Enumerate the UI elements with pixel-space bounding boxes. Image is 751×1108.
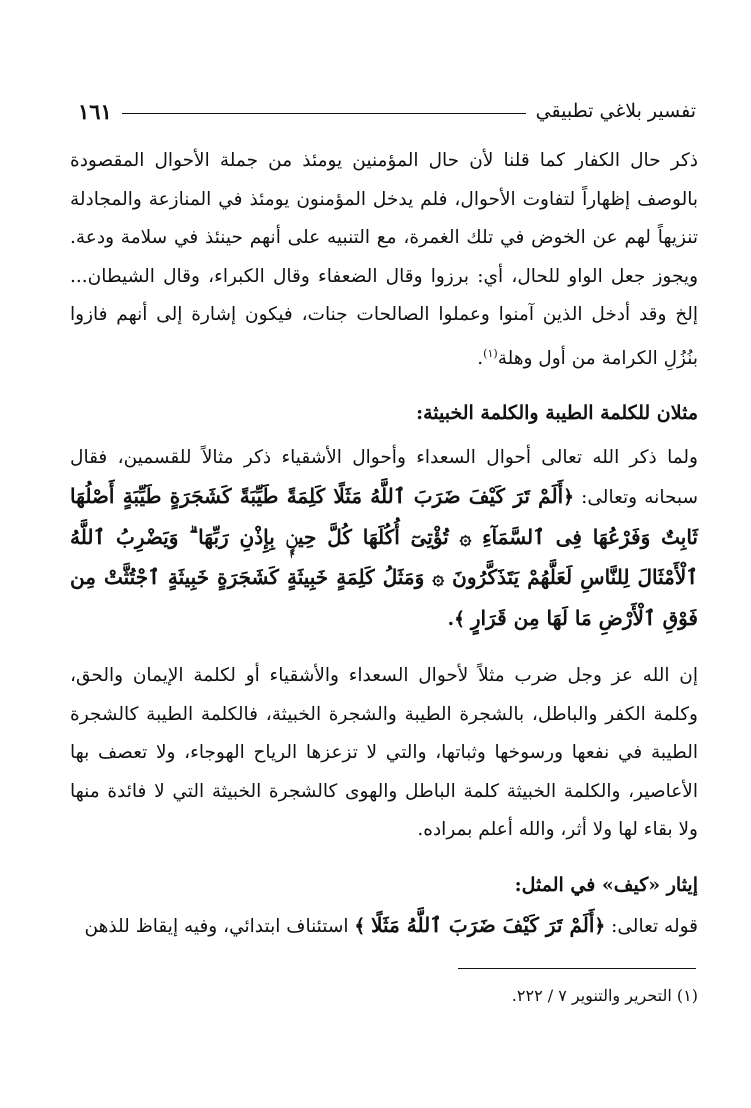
footnote-reference: (١): [483, 346, 498, 360]
quran-close-bracket-2: ﴾: [354, 916, 366, 938]
quran-open-bracket: ﴿: [563, 487, 574, 509]
quran-verse-kayfa: أَلَمْ تَرَ كَيْفَ ضَرَبَ ٱللَّهُ مَثَلًا: [371, 913, 595, 938]
running-header: [78, 96, 696, 126]
paragraph-4-intro: قوله تعالى:: [611, 916, 698, 938]
paragraph-2: [70, 439, 698, 640]
paragraph-4-rest: استئناف ابتدائي، وفيه إيقاظ للذهن: [84, 916, 349, 938]
page-number: ١٦١: [78, 98, 112, 124]
quran-verse-parables: أَلَمْ تَرَ كَيْفَ ضَرَبَ ٱللَّهُ مَثَلًا كَلِمَةً طَيِّبَةً كَشَجَرَةٍ طَيِّبَةٍ أَصْلُهَا ثَابِتٌ وَفَرْعُهَا فِى ٱلسَّمَآءِ ۞ تُؤْتِىٓ أُكُلَهَا كُلَّ حِينٍۭ بِإِذْنِ رَبِّهَا ۗ وَيَضْرِبُ ٱللَّهُ ٱلْأَمْثَالَ لِلنَّاسِ لَعَلَّهُمْ يَتَذَكَّرُونَ ۞ وَمَثَلُ كَلِمَةٍ خَبِيثَةٍ كَشَجَرَةٍ خَبِيثَةٍ ٱجْتُثَّتْ مِن فَوْقِ ٱلْأَرْضِ مَا لَهَا مِن قَرَارٍ: [70, 484, 698, 630]
quran-open-bracket-2: ﴿: [594, 916, 606, 938]
paragraph-3: إن الله عز وجل ضرب مثلاً لأحوال السعداء والأشقياء أو لكلمة الإيمان والحق، وكلمة الكفر والباطل، بالشجرة الطيبة والشجرة الخبيثة، فالكلمة الطيبة كالشجرة الطيبة في نفعها ورسوخها وثباتها، والتي لا تزعزها الرياح الهوجاء، ولا تعصف بها الأعاصير، والكلمة الخبيثة كلمة الباطل والهوى كالشجرة الخبيثة التي لا فائدة منها ولا بقاء لها ولا أثر، والله أعلم بمراده.: [70, 665, 698, 841]
book-title: تفسير بلاغي تطبيقي: [535, 100, 696, 122]
section-heading-two-parables: مثلان للكلمة الطيبة والكلمة الخبيثة:: [416, 402, 698, 425]
page-body: [70, 142, 698, 947]
section-heading-kayfa: إيثار «كيف» في المثل:: [514, 873, 698, 896]
footnote: (١) التحرير والتنوير ٧ / ٢٢٢.: [511, 986, 698, 1005]
quran-close-bracket: ﴾.: [447, 608, 465, 630]
paragraph-2-intro: ولما ذكر الله تعالى أحوال السعداء وأحوال الأشقياء ذكر مثالاً للقسمين، فقال سبحانه وتعالى:: [70, 446, 698, 509]
footnote-separator: [458, 968, 696, 969]
paragraph-1: [70, 142, 698, 378]
paragraph-4: [70, 906, 698, 947]
header-rule: [122, 113, 526, 114]
paragraph-1-end: .: [477, 347, 484, 369]
paragraph-1-text: ذكر حال الكفار كما قلنا لأن حال المؤمنين يومئذ من جملة الأحوال المقصودة بالوصف إظهاراً لتفاوت الأحوال، فلم يدخل المؤمنون يومئذ في المنازعة والمجادلة تنزيهاً لهم عن الخوض في تلك الغمرة، مع التنبيه على أنهم حينئذ في سلامة ودعة. ويجوز جعل الواو للحال، أي: برزوا وقال الضعفاء وقال الكبراء، وقال الشيطان... إلخ وقد أدخل الذين آمنوا وعملوا الصالحات جنات، فيكون إشارة إلى أنهم فازوا بنُزُلِ الكرامة من أول وهلة: [70, 150, 698, 369]
